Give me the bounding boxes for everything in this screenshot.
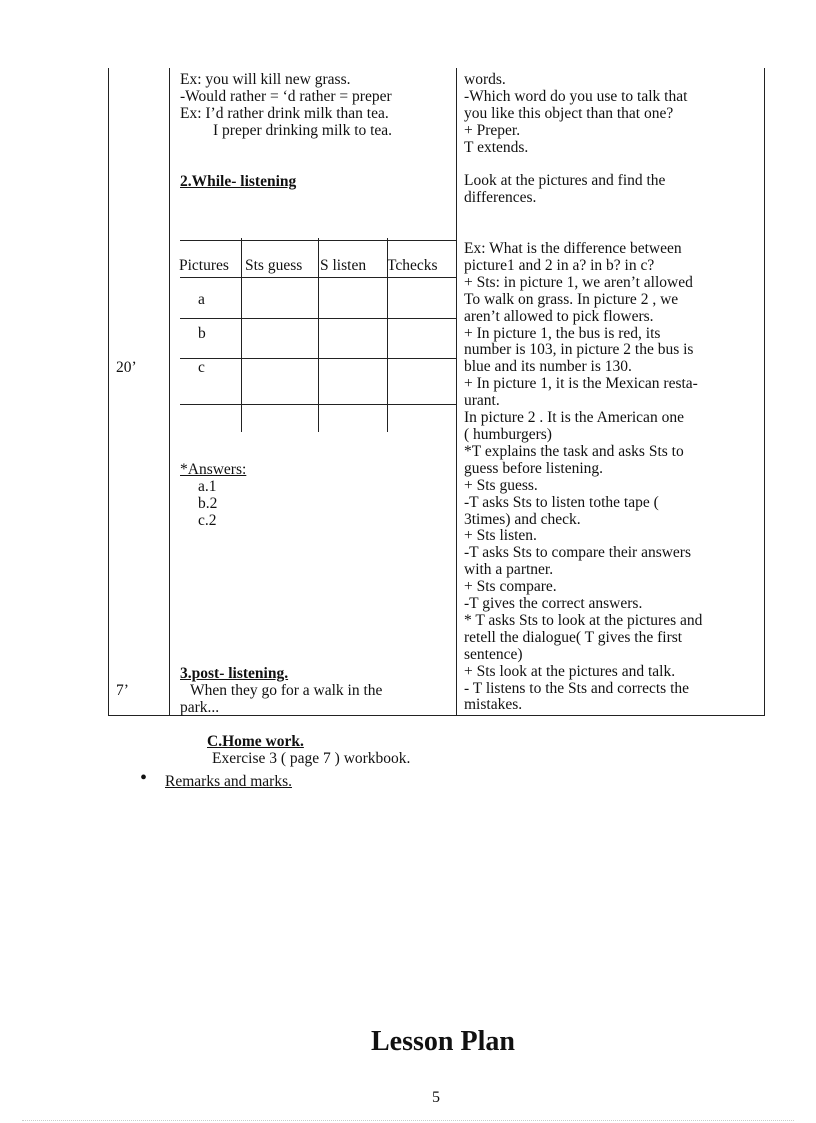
procedure-line [464,207,762,224]
procedure-line [464,157,762,174]
grid-row-label-c: c [198,359,205,376]
procedure-line: + Sts guess. [464,476,538,494]
while-listening-heading: 2.While- listening [180,173,297,190]
answer-b: b.2 [198,495,218,512]
procedure-line: retell the dialogue( T gives the first [464,628,683,646]
procedure-line: number is 103, in picture 2 the bus is [464,341,694,359]
page-number: 5 [432,1089,440,1106]
procedure-line: In picture 2 . It is the American one [464,409,684,427]
procedure-line: words. [464,71,506,88]
left-example-line-2: -Would rather = ‘d rather = preper [180,88,392,105]
post-listening-heading: 3.post- listening. [180,665,289,682]
left-example-line-3: Ex: I’d rather drink milk than tea. [180,105,389,122]
procedure-line: picture1 and 2 in a? in b? in c? [464,256,655,274]
procedure-line: T extends. [464,138,529,156]
table-left-border [108,68,109,716]
procedure-line: To walk on grass. In picture 2 , we [464,290,679,308]
procedure-line: guess before listening. [464,459,604,477]
table-divider-1 [169,68,170,716]
procedure-line: + Preper. [464,121,521,139]
time-7: 7’ [116,682,129,699]
procedure-line: blue and its number is 130. [464,358,632,376]
procedure-line: + In picture 1, the bus is red, its [464,324,661,342]
post-listening-line-1: When they go for a walk in the [190,682,383,699]
grid-header-pictures: Pictures [179,257,229,274]
procedure-line [464,224,762,241]
procedure-line: with a partner. [464,561,554,579]
remarks-text: Remarks and marks. [165,773,292,790]
procedure-line: urant. [464,392,500,410]
procedure-line: - T listens to the Sts and corrects the [464,679,689,697]
procedure-line: -T asks Sts to compare their answers [464,544,691,562]
time-20: 20’ [116,359,137,376]
procedure-line: *T explains the task and asks Sts to [464,442,684,460]
table-right-border [764,68,765,716]
procedure-line: -T asks Sts to listen tothe tape ( [464,493,659,511]
procedure-column [464,72,762,714]
inner-grid-vline [318,238,319,432]
post-listening-line-2: park... [180,699,220,716]
homework-heading: C.Home work. [207,733,304,750]
remarks-bullet: • [140,767,148,789]
grid-row-label-a: a [198,291,205,308]
procedure-line: Look at the pictures and find the [464,172,666,190]
procedure-line: aren’t allowed to pick flowers. [464,307,654,325]
page-bottom-divider [22,1120,794,1121]
procedure-line: Ex: What is the difference between [464,240,682,258]
procedure-line: -Which word do you use to talk that [464,87,688,105]
footer-title: Lesson Plan [371,1026,515,1057]
procedure-line: + Sts listen. [464,527,537,545]
procedure-line: differences. [464,189,537,207]
left-example-line-4: I preper drinking milk to tea. [213,122,393,139]
homework-text: Exercise 3 ( page 7 ) workbook. [212,750,411,767]
grid-header-tchecks: Tchecks [387,257,438,274]
left-example-line-1: Ex: you will kill new grass. [180,71,351,88]
grid-row-label-b: b [198,325,206,342]
procedure-line: mistakes. [464,696,523,714]
procedure-line: -T gives the correct answers. [464,595,643,613]
procedure-line: + Sts: in picture 1, we aren’t allowed [464,273,693,291]
inner-grid-vline [241,238,242,432]
procedure-line: + Sts look at the pictures and talk. [464,662,676,680]
procedure-line: 3times) and check. [464,510,581,528]
procedure-line: ( humburgers) [464,425,552,443]
grid-header-s-listen: S listen [320,257,367,274]
answer-c: c.2 [198,512,217,529]
procedure-line: * T asks Sts to look at the pictures and [464,611,703,629]
procedure-line: you like this object than that one? [464,104,674,122]
procedure-line: sentence) [464,645,523,663]
grid-header-sts-guess: Sts guess [245,257,303,274]
procedure-line: + In picture 1, it is the Mexican resta- [464,375,698,393]
procedure-line: + Sts compare. [464,578,557,596]
table-divider-2 [456,68,457,716]
answers-label: *Answers: [180,461,247,478]
answer-a: a.1 [198,478,217,495]
